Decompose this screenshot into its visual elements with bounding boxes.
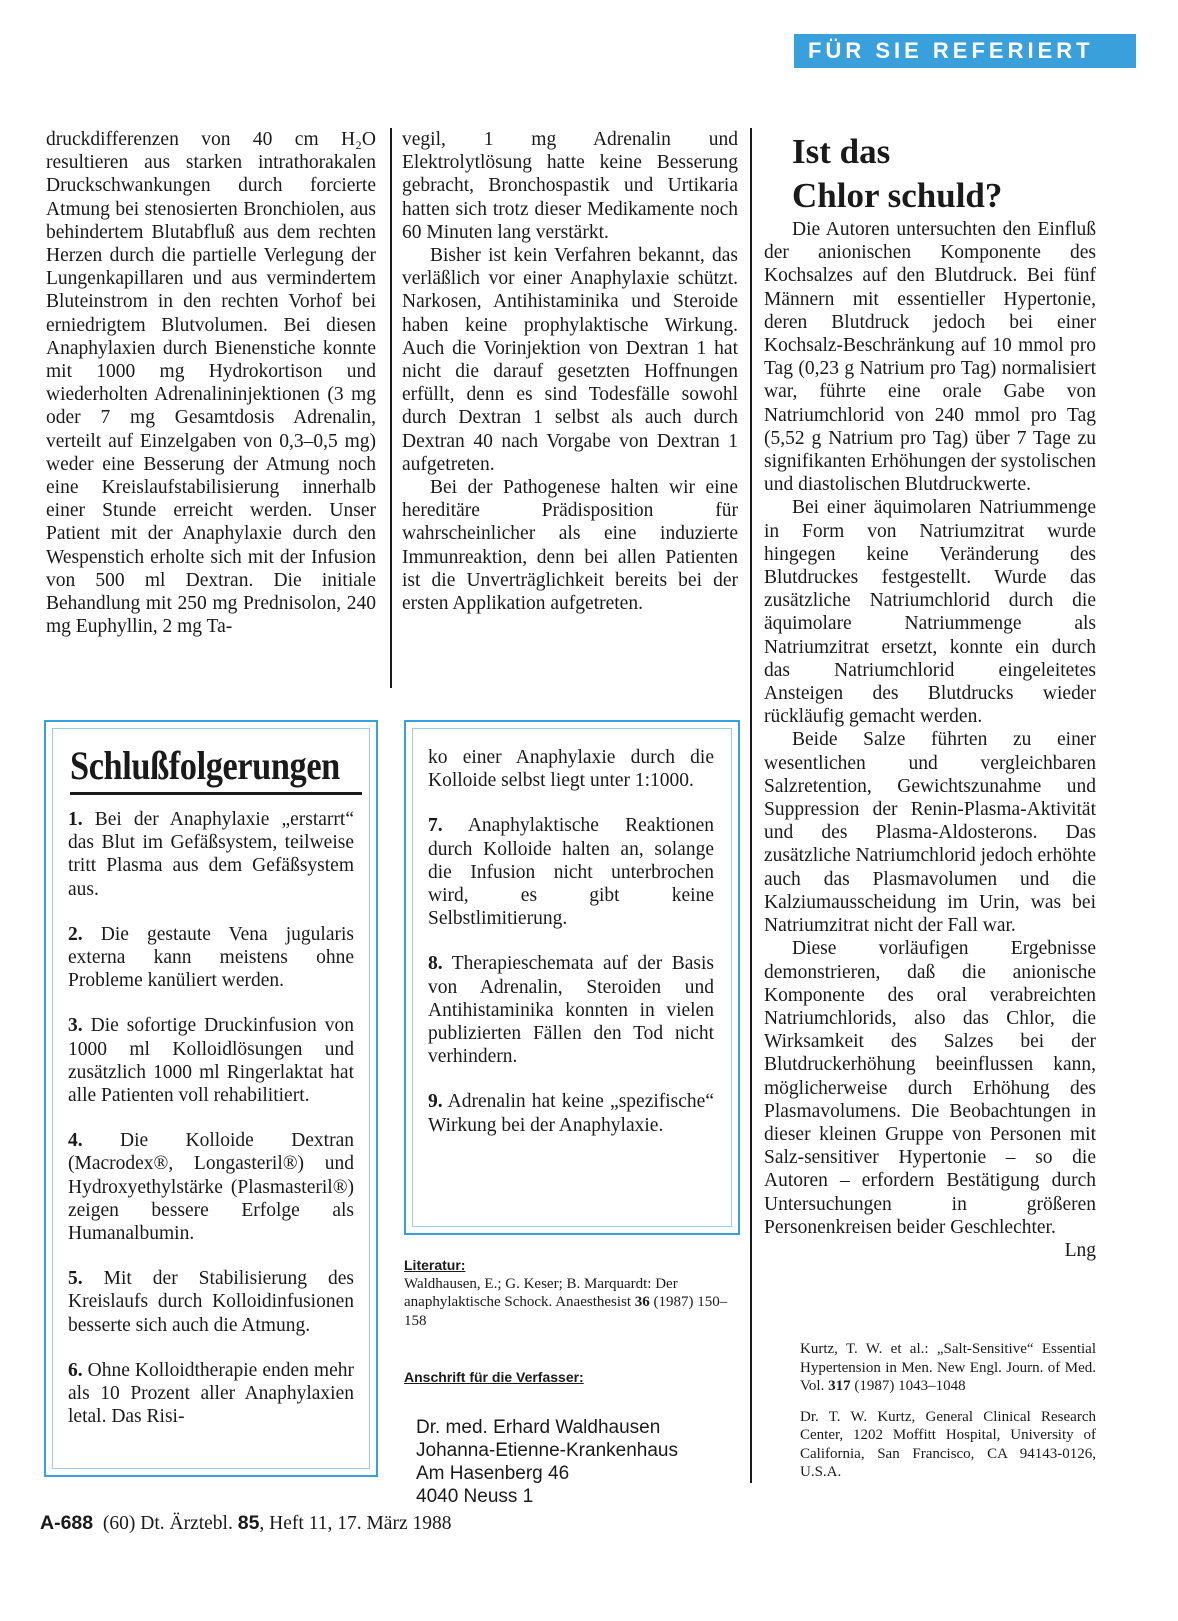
conclusion-item: 2. Die gestaute Vena jugularis externa kann meistens ohne Probleme kanüliert werden. bbox=[68, 923, 355, 992]
page-footer: A-688 (60) Dt. Ärztebl. 85, Heft 11, 17. März 1988 bbox=[40, 1512, 452, 1534]
conclusion-item: 1. Bei der Anaphylaxie „erstarrt“ das Blut im Gefäßsystem, teilweise tritt Plasma aus dem Gefäßsystem aus. bbox=[68, 809, 354, 900]
paragraph: Die Autoren untersuchten den Einfluß der anionischen Komponente des Kochsalzes auf den Blutdruck. Bei fünf Männern mit essentieller Hypertonie, deren Blutdruck jedoch bei einer Kochsalz-Beschränkung auf 10 mmol pro Tag (0,23 g Natrium pro Tag) normalisiert war, führte eine orale Gabe von Natriumchlorid von 240 mmol pro Tag (5,52 g Natrium pro Tag) über 7 Tage zu signifikanten Erhöhungen der systolischen und diastolischen Blutdruckwerte. bbox=[764, 219, 1096, 496]
address-label-block bbox=[404, 1368, 740, 1387]
paragraph: Bisher ist kein Verfahren bekannt, das verläßlich vor einer Anaphylaxie schützt. Narkosen, Antihistaminika und Steroide haben keine prophylaktische Wirkung. Auch die Vorinjektion von Dextran 1 hat nicht die darauf gesetzten Hoffnungen erfüllt, denn es sind Todesfälle sowohl durch Dextran 1 selbst als auch durch Dextran 40 nach Vorgabe von Dextran 1 aufgetreten. bbox=[402, 245, 738, 475]
address-label: Anschrift für die Verfasser: bbox=[404, 1369, 584, 1385]
page-number: A-688 bbox=[40, 1512, 94, 1534]
article-column-2 bbox=[402, 128, 738, 615]
paragraph: Bei der Pathogenese halten wir eine hereditäre Prädisposition für wahrscheinlicher als eine induzierte Immunreaktion, denn bei allen Patienten ist die Unverträglichkeit bereits bei der ersten Applikation aufgetreten. bbox=[402, 477, 738, 615]
reference-block bbox=[800, 1340, 1096, 1482]
author-address: Dr. med. Erhard Waldhausen Johanna-Etienne-Krankenhaus Am Hasenberg 46 4040 Neuss 1 bbox=[416, 1417, 678, 1507]
paragraph: Diese vorläufigen Ergebnisse demonstrieren, daß die anionische Komponente des oral verabreichten Natriumchlorids, also das Chlor, die Wirksamkeit des Salzes bei der Blutdruckerhöhung beeinflussen kann, möglicherweise durch Erhöhung des Plasmavolumens. Die Beobachtungen in dieser kleinen Gruppe von Personen mit Salz-sensitiver Hypertonie – so die Autoren – erfordern Bestätigung durch Untersuchungen in größeren Personenkreisen beider Geschlechter. bbox=[764, 938, 1096, 1238]
contact: Dr. T. W. Kurtz, General Clinical Research Center, 1202 Moffitt Hospital, University of California, San Francisco, CA 94143-0126, U.S.A. bbox=[800, 1408, 1096, 1480]
paragraph: Bei einer äquimolaren Natriummenge in Form von Natriumzitrat wurde hingegen keine Veränderung des Blutdruckes festgestellt. Wurde das zusätzliche Natriumchlorid durch die äquimolare Natriummenge als Natriumzitrat ersetzt, konnte ein durch das Natriumchlorid eingeleitetes Ansteigen des Blutdrucks wieder rückläufig gemacht werden. bbox=[764, 497, 1096, 728]
conclusion-item: 7. Anaphylaktische Reaktionen durch Kolloide halten an, solange die Infusion nicht unterbrochen wird, es gibt keine Selbstlimitierung. bbox=[428, 815, 714, 930]
conclusions-list-1 bbox=[68, 808, 354, 1450]
conclusion-item: 5. Mit der Stabilisierung des Kreislaufs durch Kolloidinfusionen besserte sich auch die Atmung. bbox=[68, 1268, 354, 1336]
conclusion-continued: ko einer Anaphylaxie durch die Kolloide selbst liegt unter 1:1000. bbox=[428, 747, 714, 792]
conclusions-list-2 bbox=[428, 746, 714, 1159]
section-banner: FÜR SIE REFERIERT bbox=[794, 34, 1136, 68]
paragraph: Beide Salze führten zu einer wesentlichen und vergleichbaren Salzretention, Gewichtszunahme und Suppression der Renin-Plasma-Aktivität und des Plasma-Aldosterons. Das zusätzliche Natriumchlorid jedoch erhöhte auch das Plasmavolumen und die Kalziumausscheidung im Urin, was bei Natriumzitrat nicht der Fall war. bbox=[764, 729, 1096, 937]
conclusion-item: 8. Therapieschemata auf der Basis von Adrenalin, Steroiden und Antihistaminika konnten in vielen publizierten Fällen den Tod nicht verhindern. bbox=[428, 953, 714, 1068]
author-sign: Lng bbox=[1064, 1239, 1096, 1261]
conclusion-item: 9. Adrenalin hat keine „spezifische“ Wirkung bei der Anaphylaxie. bbox=[428, 1091, 714, 1136]
column-divider bbox=[390, 128, 392, 688]
paragraph: vegil, 1 mg Adrenalin und Elektrolytlösung hatte keine Besserung gebracht, Bronchospastik und Urtikaria hatten sich trotz dieser Medikamente noch 60 Minuten lang verstärkt. bbox=[402, 129, 738, 243]
conclusion-item: 6. Ohne Kolloidtherapie enden mehr als 10 Prozent aller Anaphylaxien letal. Das Risi- bbox=[68, 1359, 354, 1428]
paragraph: druckdifferenzen von 40 cm H₂O resultieren aus starken intrathorakalen Druckschwankungen durch forcierte Atmung bei stenosierten Bronchiolen, aus behindertem Blutabfluß aus dem rechten Herzen durch die partielle Verlegung der Lungenkapillaren und aus vermindertem Bluteinstrom in den rechten Vorhof bei erniedrigtem Blutvolumen. Bei diesen Anaphylaxien durch Bienenstiche konnte mit 1000 mg Hydrokortison und wiederholten Adrenalininjektionen (3 mg oder 7 mg Gesamtdosis Adrenalin, verteilt auf Einzelgaben von 0,3–0,5 mg) weder eine Besserung der Atmung noch eine Kreislaufstabilisierung innerhalb einer Stunde erreicht werden. Unser Patient mit der Anaphylaxie durch den Wespenstich erholte sich mit der Infusion von 500 ml Dextran. Die initiale Behandlung mit 250 mg Prednisolon, 240 mg Euphyllin, 2 mg Ta- bbox=[46, 129, 376, 638]
conclusion-item: 4. Die Kolloide Dextran (Macrodex®, Longasteril®) und Hydroxyethylstärke (Plasmasteril®) zeigen bessere Erfolge als Humanalbumin. bbox=[68, 1130, 354, 1245]
literature-label: Literatur: bbox=[404, 1257, 466, 1273]
conclusion-item: 3. Die sofortige Druckinfusion von 1000 ml Kolloidlösungen und zusätzlich 1000 ml Ringerlaktat hat alle Patienten voll rehabilitiert. bbox=[68, 1015, 354, 1107]
conclusions-title: Schlußfolgerungen bbox=[70, 743, 340, 788]
reference: Kurtz, T. W. et al.: „Salt-Sensitive“ Essential Hypertension in Men. New Engl. Journ. of Med. Vol. 317 (1987) 1043–1048 bbox=[800, 1341, 1096, 1394]
article-column-1 bbox=[46, 128, 376, 638]
title-underline bbox=[70, 792, 362, 795]
article-headline: Ist das Chlor schuld? bbox=[792, 132, 1003, 215]
column-divider bbox=[750, 128, 752, 1483]
article-column-3 bbox=[764, 218, 1096, 1262]
literature-block: Literatur: Waldhausen, E.; G. Keser; B. Marquardt: Der anaphylaktische Schock. Anaesthesist 36 (1987) 150–158 bbox=[404, 1256, 740, 1330]
